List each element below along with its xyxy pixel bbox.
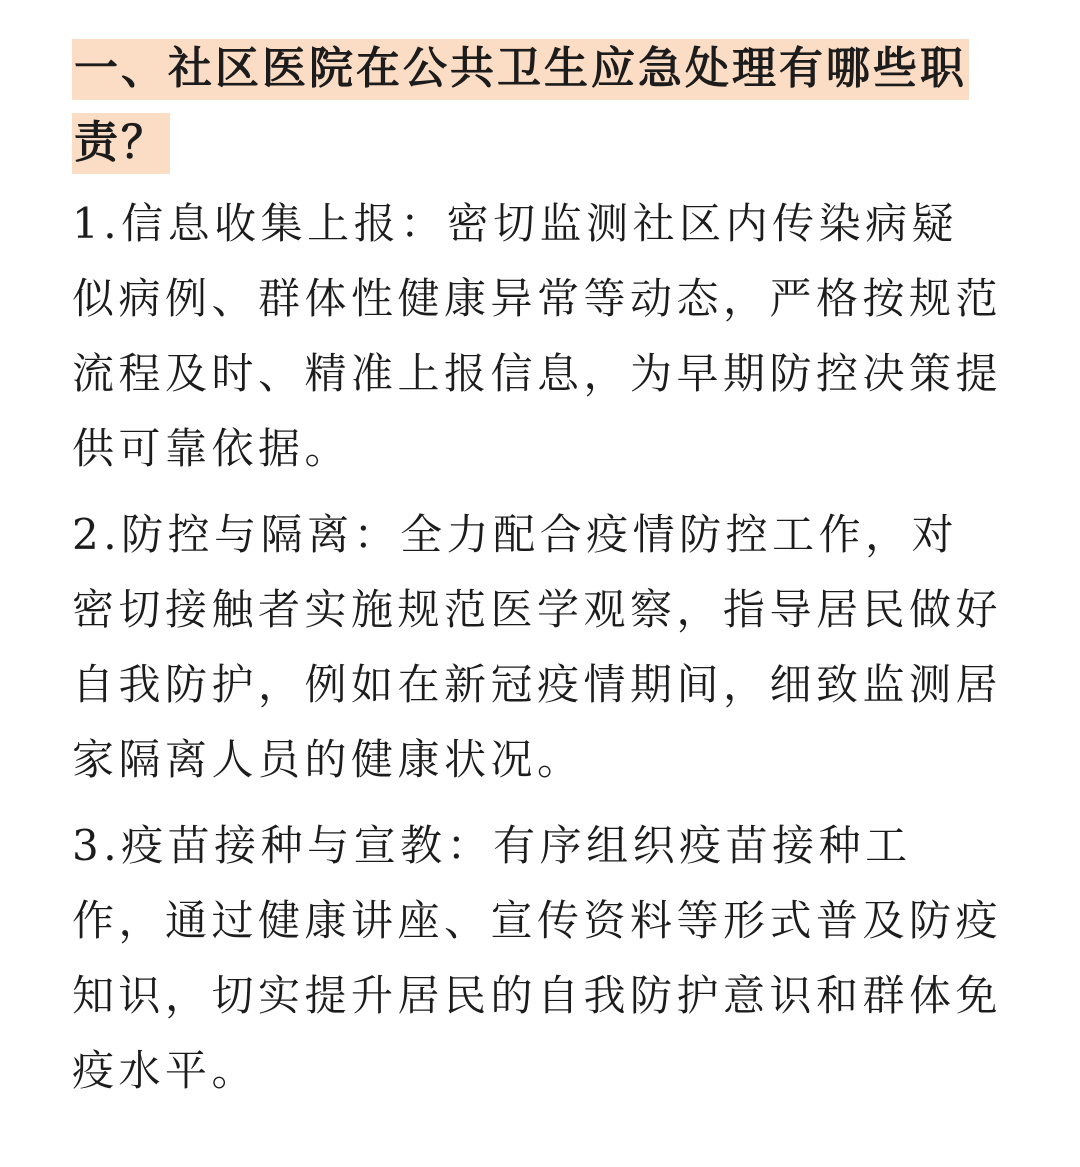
paragraph-item-2 <box>72 497 1002 797</box>
paragraph-text: 有序组织疫苗接种工作，通过健康讲座、宣传资料等形式普及防疫知识，切实提升居民的自我防护意识和群体免疫水平。 <box>72 821 1003 1095</box>
paragraph-text: 全力配合疫情防控工作，对密切接触者实施规范医学观察，指导居民做好自我防护，例如在新冠疫情期间，细致监测居家隔离人员的健康状况。 <box>72 510 1003 784</box>
document-page <box>72 32 1002 1119</box>
section-heading <box>72 32 1002 180</box>
paragraph-label: 3.疫苗接种与宣教： <box>72 821 494 870</box>
paragraph-item-1 <box>72 186 1002 486</box>
paragraph-text: 密切监测社区内传染病疑似病例、群体性健康异常等动态，严格按规范流程及时、精准上报信息，为早期防控决策提供可靠依据。 <box>72 199 1003 473</box>
paragraph-label: 2.防控与隔离： <box>72 510 401 559</box>
section-heading-text: 一、社区医院在公共卫生应急处理有哪些职责？ <box>72 39 969 174</box>
paragraph-label: 1.信息收集上报： <box>72 199 447 248</box>
paragraph-item-3 <box>72 808 1002 1108</box>
